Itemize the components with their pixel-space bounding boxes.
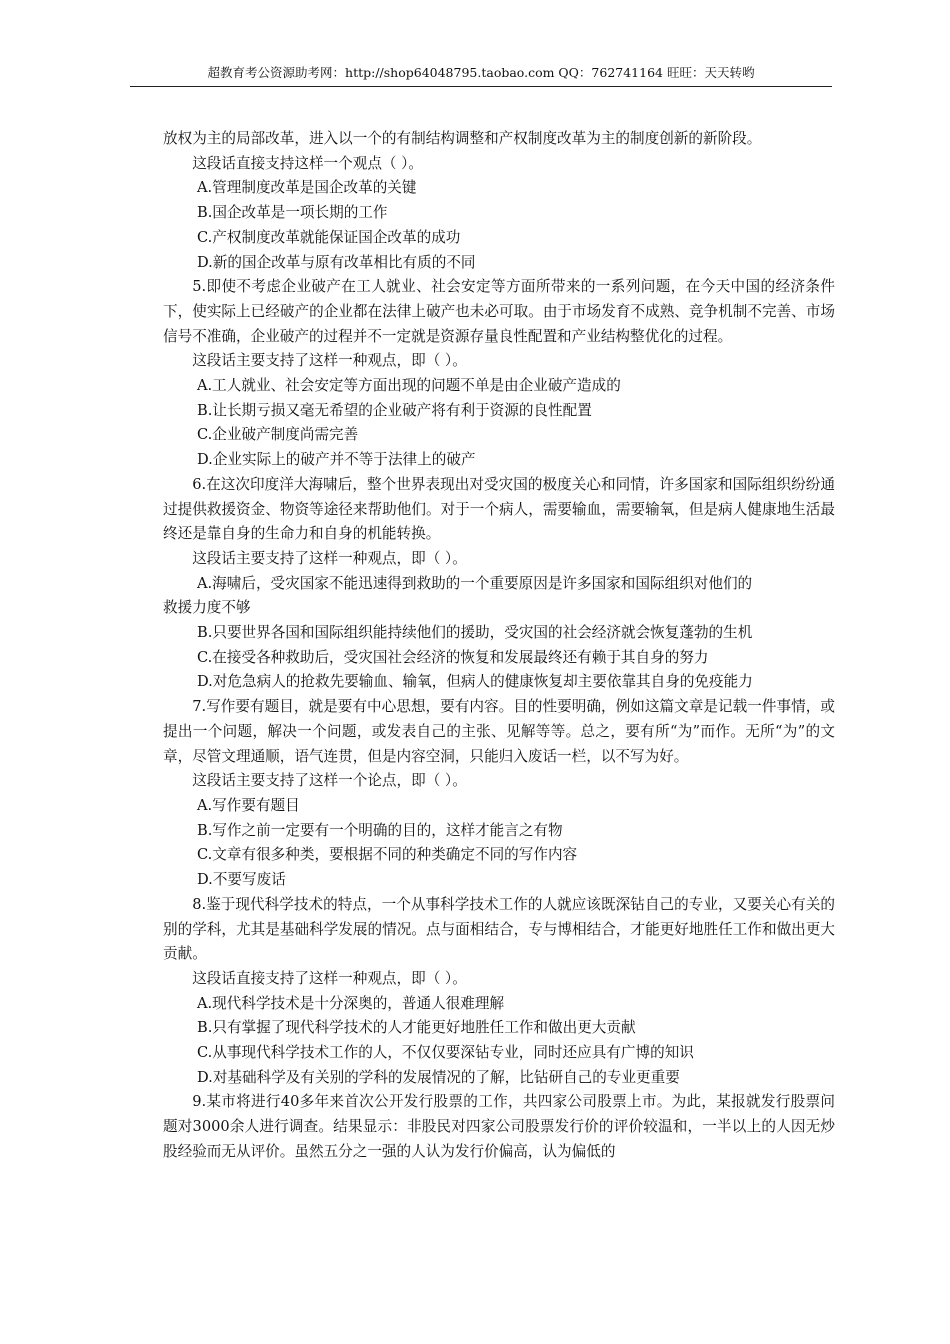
question-stem: 这段话直接支持这样一个观点（ ）。 — [192, 154, 424, 172]
option-b: B.让长期亏损又毫无希望的企业破产将有利于资源的良性配置 — [197, 401, 592, 419]
question-stem: 这段话主要支持了这样一种观点，即（ ）。 — [192, 352, 467, 370]
option-a: A.现代科学技术是十分深奥的，普通人很难理解 — [197, 994, 505, 1012]
option-a-continuation: 救援力度不够 — [163, 599, 251, 617]
option-a: A.管理制度改革是国企改革的关键 — [197, 179, 417, 197]
option-b: B.国企改革是一项长期的工作 — [197, 204, 388, 222]
option-c: C.文章有很多种类，要根据不同的种类确定不同的写作内容 — [197, 846, 578, 864]
option-d: D.新的国企改革与原有改革相比有质的不同 — [197, 253, 476, 271]
option-c: C.企业破产制度尚需完善 — [197, 426, 359, 444]
option-a: A.海啸后，受灾国家不能迅速得到救助的一个重要原因是许多国家和国际组织对他们的 — [197, 574, 753, 592]
question-7-passage: 7.写作要有题目，就是要有中心思想，要有内容。目的性要明确，例如这篇文章是记载一件事情，或提出一个问题，解决一个问题，或发表自己的主张、见解等等。总之，要有所“为”而作。无所“为”的文章，尽管文理通顺，语气连贯，但是内容空洞，只能归入废话一栏，以不写为好。 — [163, 698, 835, 765]
header-rule — [130, 86, 832, 87]
option-b: B.只要世界各国和国际组织能持续他们的援助，受灾国的社会经济就会恢复蓬勃的生机 — [197, 624, 753, 642]
page-header: 超教育考公资源助考网：http://shop64048795.taobao.com QQ：762741164 旺旺：天天转哟 — [207, 65, 755, 80]
option-d: D.不要写废话 — [197, 871, 286, 889]
option-d: D.企业实际上的破产并不等于法律上的破产 — [197, 451, 476, 469]
option-a: A.写作要有题目 — [197, 796, 300, 814]
question-5-passage: 5.即使不考虑企业破产在工人就业、社会安定等方面所带来的一系列问题，在今天中国的经济条件下，使实际上已经破产的企业都在法律上破产也未必可取。由于市场发育不成熟、竞争机制不完善、市场信号不准确，企业破产的过程并不一定就是资源存量良性配置和产业结构整优化的过程。 — [163, 278, 835, 345]
option-a: A.工人就业、社会安定等方面出现的问题不单是由企业破产造成的 — [197, 377, 621, 395]
option-d: D.对基础科学及有关别的学科的发展情况的了解，比钻研自己的专业更重要 — [197, 1068, 680, 1086]
question-8-passage: 8.鉴于现代科学技术的特点，一个从事科学技术工作的人就应该既深钻自己的专业，又要关心有关的别的学科，尤其是基础科学发展的情况。点与面相结合，专与博相结合，才能更好地胜任工作和做出更大贡献。 — [163, 895, 835, 963]
question-stem: 这段话主要支持了这样一个论点，即（ ）。 — [192, 772, 467, 790]
option-d: D.对危急病人的抢救先要输血、输氧，但病人的健康恢复却主要依靠其自身的免疫能力 — [197, 673, 753, 691]
question-stem: 这段话直接支持了这样一种观点，即（ ）。 — [192, 969, 467, 987]
paragraph-continuation: 放权为主的局部改革，进入以一个的有制结构调整和产权制度改革为主的制度创新的新阶段。 — [163, 130, 762, 147]
option-b: B.只有掌握了现代科学技术的人才能更好地胜任工作和做出更大贡献 — [197, 1019, 636, 1037]
question-9-passage: 9.某市将进行40多年来首次公开发行股票的工作，共四家公司股票上市。为此，某报就发行股票问题对3000余人进行调查。结果显示：非股民对四家公司股票发行价的评价较温和，一半以上的人因无炒股经验而无从评价。虽然五分之一强的人认为发行价偏高，认为偏低的 — [163, 1093, 835, 1160]
option-c: C.从事现代科学技术工作的人，不仅仅要深钻专业，同时还应具有广博的知识 — [197, 1044, 694, 1062]
option-c: C.产权制度改革就能保证国企改革的成功 — [197, 228, 461, 246]
option-b: B.写作之前一定要有一个明确的目的，这样才能言之有物 — [197, 821, 563, 839]
question-stem: 这段话主要支持了这样一种观点，即（ ）。 — [192, 549, 467, 567]
question-6-passage: 6.在这次印度洋大海啸后，整个世界表现出对受灾国的极度关心和同情，许多国家和国际组织纷纷通过提供救援资金、物资等途径来帮助他们。对于一个病人，需要输血，需要输氧，但是病人健康地生活最终还是靠自身的生命力和自身的机能转换。 — [163, 475, 835, 543]
document-body — [163, 127, 835, 1165]
option-c: C.在接受各种救助后，受灾国社会经济的恢复和发展最终还有赖于其自身的努力 — [197, 648, 709, 666]
